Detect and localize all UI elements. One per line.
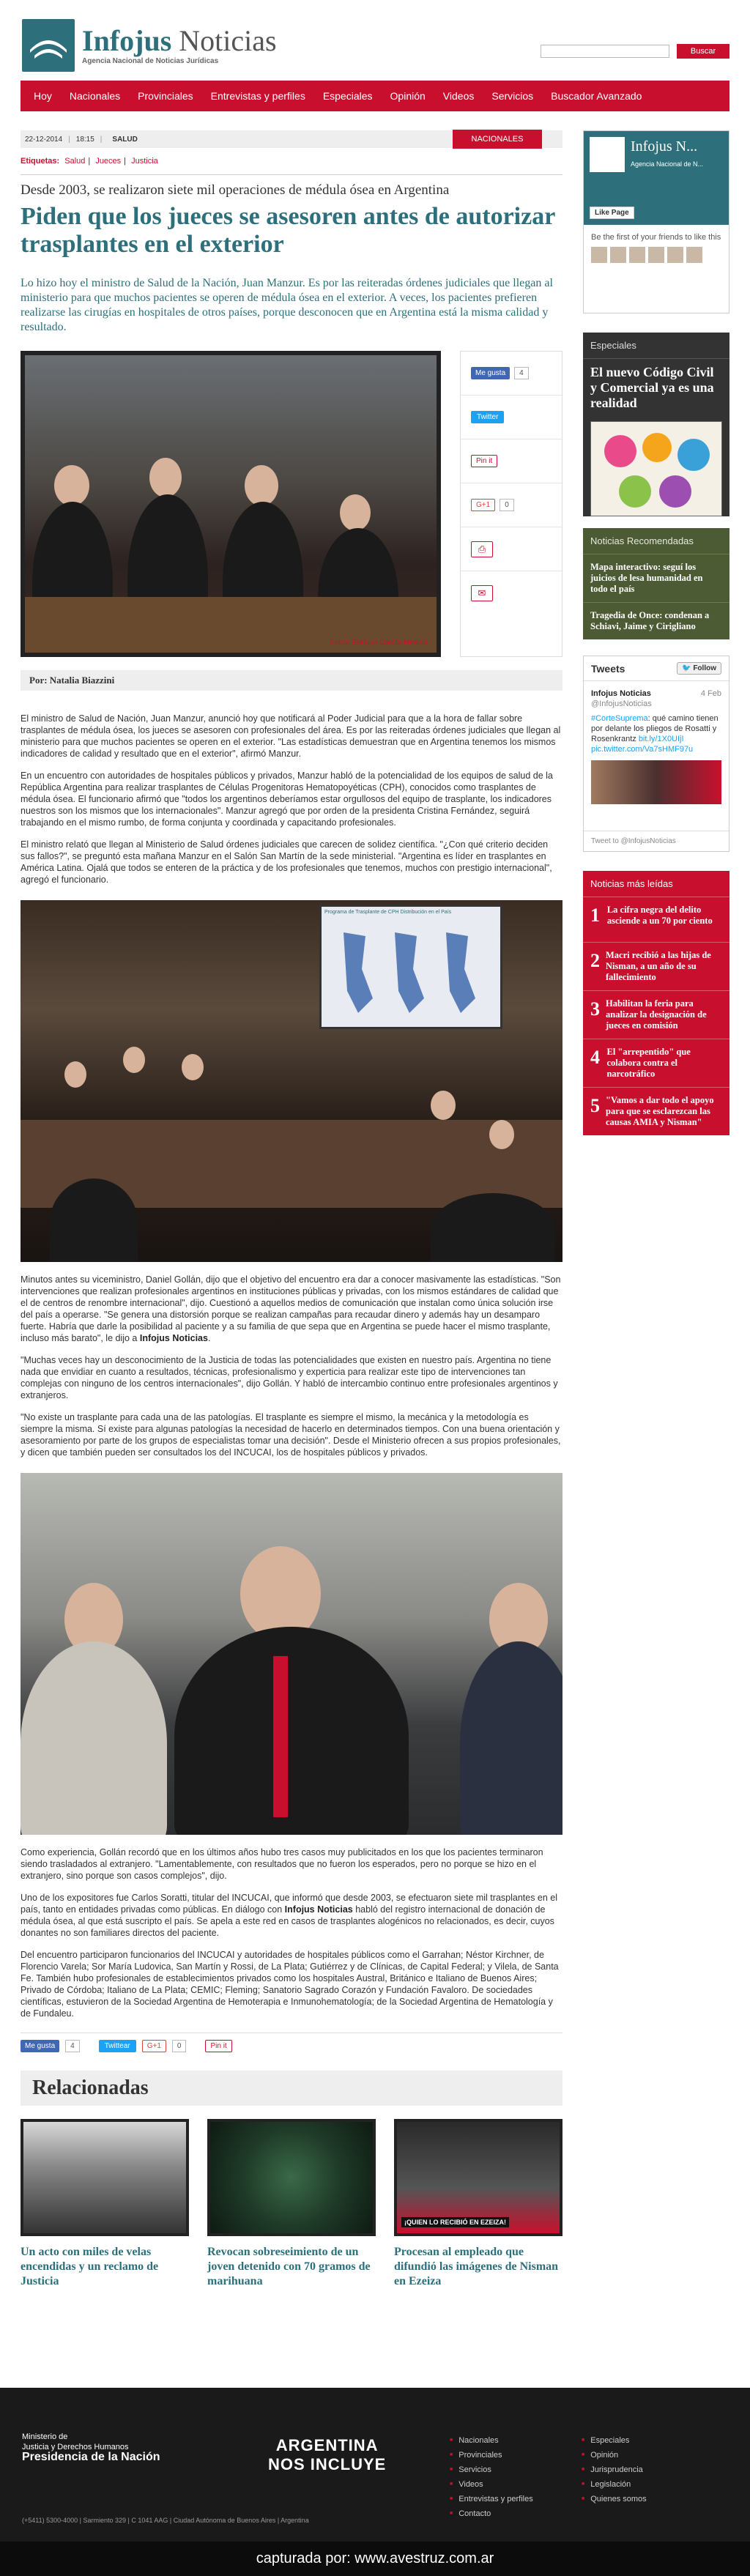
mas-leida-item[interactable] <box>583 897 729 943</box>
site-header <box>21 0 729 81</box>
logo-subtitle: Agencia Nacional de Noticias Jurídicas <box>82 56 219 65</box>
footer-link[interactable]: ■ Videos <box>450 2477 533 2492</box>
footer-link[interactable]: ■ Entrevistas y perfiles <box>450 2492 533 2506</box>
main-photo <box>21 351 441 657</box>
related-card[interactable] <box>207 2119 376 2289</box>
photo-figure <box>245 465 278 506</box>
facebook-like-page-button[interactable]: Like Page <box>590 207 634 219</box>
mas-leida-number: 3 <box>590 998 600 1020</box>
share-row-bottom <box>21 2033 562 2049</box>
facebook-page-subtitle: Agencia Nacional de N... <box>631 160 704 168</box>
related-title[interactable]: Un acto con miles de velas encendidas y un reclamo de Justicia <box>21 2246 159 2287</box>
especiales-heading: Especiales <box>583 333 729 359</box>
gplus-count: 0 <box>500 499 514 511</box>
gplus-button[interactable]: G+1 <box>142 2040 166 2052</box>
meta-separator: | <box>100 135 103 144</box>
gplus-button[interactable]: G+1 <box>471 499 495 511</box>
footer-brand-line-3: Presidencia de la Nación <box>22 2451 160 2463</box>
gplus-count: 0 <box>172 2040 187 2052</box>
facebook-friends <box>591 247 721 263</box>
paragraph-text: Uno de los expositores fue Carlos Soratti, titular del INCUCAI, que informó que desde 2003, se efectuaron siete mil trasplantes en el país, tanto en entidades privadas como públicas. En diálogo con <box>21 1893 558 1915</box>
footer-link[interactable]: ■ Especiales <box>582 2433 647 2448</box>
printer-icon[interactable]: ⎙ <box>471 541 493 557</box>
mas-leida-item[interactable] <box>583 1088 729 1135</box>
article-kicker: Desde 2003, se realizaron siete mil operaciones de médula ósea en Argentina <box>21 182 450 198</box>
image-caption: ¡QUIEN LO RECIBIÓ EN EZEIZA! <box>401 2217 509 2227</box>
facebook-text: Be the first of your friends to like this <box>591 233 721 242</box>
article-photo-speaker <box>21 1473 562 1835</box>
nav-item-nacionales[interactable]: Nacionales <box>69 90 121 102</box>
footer-links-2 <box>582 2433 647 2506</box>
share-item-pinterest <box>461 439 562 483</box>
photo-figure <box>50 1178 138 1262</box>
facebook-cover <box>584 131 729 225</box>
photo-figure <box>174 1627 409 1835</box>
capture-watermark: capturada por: www.avestruz.com.ar <box>0 2542 750 2576</box>
article-paragraph: En un encuentro con autoridades de hospitales públicos y privados, Manzur habló de la potencialidad de los equipos de salud de la República Argentina para realizar trasplantes de Células Progenitoras Hematopoyéticas (CPH), conocidos como trasplantes de médula ósea. El funcionario afirmó que "todos los argentinos deberíamos estar orgullosos del equipo de trasplante, los indicadores nuestros son los mismos que los internacionales". Manzur agregó que por orden de la presidenta Cristina Fernández, seguirá trabajando en el mismo rumbo, de forma conjunta y coordinada y capacitando profesionales. <box>21 771 553 828</box>
tweet-date[interactable]: 4 Feb <box>700 689 721 698</box>
footer-slogan-line-2: NOS INCLUYE <box>268 2455 387 2473</box>
share-item-gplus <box>461 483 562 527</box>
logo-name-part-2: Noticias <box>179 23 277 57</box>
facebook-like-count: 4 <box>65 2040 80 2052</box>
article-paragraph: El ministro de Salud de Nación, Juan Manzur, anunció hoy que notificará al Poder Judicial para que a la hora de fallar sobre trasplantes de médula ósea, los jueces se asesoren con profesionales del área. Es por las reiteradas órdenes judiciales que llegan al ministerio para que muchos pacientes se operen en el exterior. "Las estadísticas demuestran que en Argentina tenemos los mismos indicadores de calidad y resultado que en el exterior", afirmó Manzur. <box>21 713 561 759</box>
mas-leida-title[interactable]: Habilitan la feria para analizar la designación de jueces en comisión <box>606 998 707 1031</box>
tweet-body <box>591 713 721 754</box>
especiales-box <box>583 333 729 516</box>
photo-table <box>25 597 437 656</box>
facebook-body <box>584 225 729 270</box>
related-image[interactable] <box>21 2119 189 2236</box>
tweet-header <box>591 688 721 709</box>
tweet-link[interactable]: bit.ly/1X0UIjI <box>638 735 684 743</box>
site-footer <box>0 2388 750 2542</box>
recomendadas-box <box>583 528 729 639</box>
facebook-widget <box>583 130 729 313</box>
tweet-author <box>591 688 652 709</box>
footer-link[interactable]: ■ Quienes somos <box>582 2492 647 2506</box>
related-card[interactable] <box>394 2119 562 2289</box>
article-paragraph: Del encuentro participaron funcionarios del INCUCAI y autoridades de hospitales públicos como el Garrahan; Néstor Kirchner, de Florencio Varela; Sor María Ludovica, San Martín y Rossi, de La Plata; Gutiérrez y de Clínicas, de Capital Federal; y Vilela, de Santa Fe. También hubo profesionales de establecimientos privados como los hospitales Austral, Británico e Italiano de Buenos Aires; Privado de Córdoba; Italiano de La Plata; CEMIC; Fleming; Sanatorio Sagrado Corazón y Fundación Favaloro. De sociedades científicas, estuvieron de la Sociedad Argentina de Hemoterapia e Inmunohematología; de la Sociedad Argentina de Hematología y de Fundaleu. <box>21 1950 559 2019</box>
mas-leida-number: 4 <box>590 1047 600 1068</box>
mas-leida-number: 5 <box>590 1095 600 1116</box>
article-byline: Por: Natalia Biazzini <box>21 670 562 691</box>
map-graphic <box>322 918 500 1020</box>
twitter-follow-label: Follow <box>693 664 716 672</box>
photo-figure <box>182 1054 204 1080</box>
tweet-to-link[interactable]: Tweet to @InfojusNoticias <box>584 831 729 851</box>
tags-label: Etiquetas: <box>21 157 60 166</box>
share-item-mail <box>461 571 562 615</box>
tag-link[interactable]: Jueces <box>95 157 122 166</box>
friend-avatar[interactable] <box>667 247 683 263</box>
twitter-heading: Tweets <box>591 662 625 675</box>
twitter-widget <box>583 656 729 852</box>
article-headline: Piden que los jueces se asesoren antes de autorizar trasplantes en el exterior <box>21 203 555 258</box>
mas-leida-title[interactable]: El "arrepentido" que colabora contra el narcotráfico <box>606 1047 691 1079</box>
tweet-link[interactable]: pic.twitter.com/Va7sHMF97u <box>591 745 694 754</box>
article-photo-conference <box>21 900 562 1262</box>
search-input[interactable] <box>541 45 669 58</box>
tweet <box>584 681 729 812</box>
pinterest-button[interactable]: Pin it <box>205 2040 231 2052</box>
related-image[interactable] <box>394 2119 562 2236</box>
photo-figure <box>431 1193 555 1262</box>
footer-link[interactable]: ■ Provinciales <box>450 2448 533 2462</box>
article-section: SALUD <box>112 135 138 144</box>
nav-item-especiales[interactable]: Especiales <box>322 90 373 102</box>
nav-item-buscador[interactable]: Buscador Avanzado <box>551 90 642 102</box>
share-item-facebook <box>461 352 562 396</box>
mas-leida-title[interactable]: "Vamos a dar todo el apoyo para que se esclarezcan las causas AMIA y Nisman" <box>606 1095 714 1127</box>
related-title[interactable]: Revocan sobreseimiento de un joven detenido con 70 gramos de marihuana <box>207 2246 371 2287</box>
twitter-share-button[interactable]: Twitter <box>471 411 504 423</box>
projection-screen <box>319 905 502 1029</box>
main-photo-area <box>21 351 562 657</box>
tweet-text: : qué camino tienen por delante los pliegos de Rosatti y Rosenkrantz <box>591 714 719 743</box>
footer-link[interactable]: ■ Contacto <box>450 2506 533 2521</box>
search-button[interactable]: Buscar <box>677 44 729 59</box>
article-paragraph: "Muchas veces hay un desconocimiento de la Justicia de todas las potencialidades que existen en nuestro país. Argentina no tiene nada que envidiar en cuanto a resultados, técnicas, profesionalismo y experticia para realizar este tipo de intervenciones tan complejas con ninguno de los centros internacionales", dijo Gollán. Y habló de intercambio continuo entre profesionales argentinos y extranjeros. <box>21 1355 558 1400</box>
facebook-page-avatar[interactable] <box>590 137 625 172</box>
paragraph-bold: Infojus Noticias <box>139 1333 208 1343</box>
footer-brand-line-2: Justicia y Derechos Humanos <box>22 2443 129 2451</box>
tweet-author-name[interactable]: Infojus Noticias <box>591 689 651 698</box>
friend-avatar[interactable] <box>686 247 702 263</box>
footer-slogan <box>268 2436 386 2474</box>
paragraph-text: habló del registro internacional de donación de médula ósea, al que está suscripto el país. Se apela a este red en casos de trasplantes alogénicos no relacionados, es decir, cuyos donantes no son familiares directos del paciente. <box>21 1904 554 1938</box>
footer-inner <box>21 2388 729 2542</box>
share-item-twitter <box>461 396 562 439</box>
recomendada-item[interactable]: Tragedia de Once: condenan a Schiavi, Jaime y Cirigliano <box>590 610 710 631</box>
logo-text <box>82 23 277 65</box>
tweet-hashtag[interactable]: #CorteSuprema <box>591 714 648 723</box>
nav-item-entrevistas[interactable]: Entrevistas y perfiles <box>210 90 305 102</box>
photo-figure <box>64 1061 86 1088</box>
friend-avatar[interactable] <box>610 247 626 263</box>
nav-item-videos[interactable]: Videos <box>442 90 475 102</box>
photo-figure <box>54 465 89 506</box>
mas-leida-item[interactable] <box>583 991 729 1039</box>
footer-brand[interactable] <box>22 2432 160 2462</box>
footer-address: (+5411) 5300-4000 | Sarmiento 329 | C 1041 AAG | Ciudad Autónoma de Buenos Aires | Argentina <box>22 2517 309 2524</box>
article-paragraph: "No existe un trasplante para cada una de las patologías. El trasplante es siempre el mismo, la mecánica y la metodología es siempre la misma. Sí existe para algunas patologías la necesidad de hacerlo en determinados tiempos. Con una buena orientación y asesoramiento por parte de los grupos de especialistas tomar una decisión". Desde el Ministerio ofrecen a sus propios profesionales, y dicen que también pueden ser consultados los del INCUCAI, los de hospitales públicos y privados. <box>21 1412 561 1458</box>
mas-leida-number: 1 <box>590 905 600 926</box>
photo-figure <box>460 1641 562 1835</box>
related-image[interactable] <box>207 2119 376 2236</box>
recomendadas-heading: Noticias Recomendadas <box>583 528 729 554</box>
nav-item-servicios[interactable]: Servicios <box>491 90 534 102</box>
mas-leida-item[interactable] <box>583 1039 729 1088</box>
photo-figure <box>21 1641 167 1835</box>
logo-name-part-1: Infojus <box>82 23 172 57</box>
logo-name <box>82 23 277 57</box>
article-time: 18:15 <box>75 135 94 144</box>
photo-figure <box>431 1091 456 1120</box>
mas-leida-number: 2 <box>590 950 600 971</box>
mas-leidas-heading: Noticias más leídas <box>583 871 729 897</box>
twitter-header <box>584 656 729 681</box>
especiales-title[interactable]: El nuevo Código Civil y Comercial ya es una realidad <box>590 365 714 410</box>
facebook-page-title[interactable]: Infojus N... <box>631 138 698 155</box>
envelope-icon[interactable]: ✉ <box>471 585 493 601</box>
facebook-like-button[interactable]: Me gusta <box>471 367 510 379</box>
site-logo[interactable] <box>22 19 277 72</box>
friend-avatar[interactable] <box>629 247 645 263</box>
friend-avatar[interactable] <box>648 247 664 263</box>
article-date: 22-12-2014 <box>25 135 63 144</box>
divider <box>21 174 562 175</box>
paragraph-bold: Infojus Noticias <box>284 1904 353 1915</box>
search-bar <box>541 44 729 59</box>
especiales-image[interactable] <box>590 421 722 516</box>
facebook-like-button[interactable]: Me gusta <box>21 2040 59 2052</box>
tweet-photo[interactable] <box>591 760 721 804</box>
photo-credit: Fotos: Enrique García Medina <box>330 639 428 647</box>
related-card[interactable] <box>21 2119 189 2289</box>
main-nav <box>21 81 729 111</box>
nav-item-opinion[interactable]: Opinión <box>390 90 426 102</box>
footer-link[interactable]: ■ Opinión <box>582 2448 647 2462</box>
sidebar <box>583 130 729 1135</box>
photo-tie <box>273 1656 288 1817</box>
tag-link[interactable]: Salud <box>64 157 86 166</box>
section-tag-button[interactable]: NACIONALES <box>453 130 542 149</box>
pinterest-button[interactable]: Pin it <box>471 455 497 467</box>
recomendada-item[interactable]: Mapa interactivo: seguí los juicios de lesa humanidad en todo el país <box>583 554 729 603</box>
article-column <box>21 130 562 2289</box>
article-paragraph: El ministro relató que llegan al Ministerio de Salud órdenes judiciales que carecen de solidez científica. "¿Con qué criterio deciden sus fallos?", se preguntó esta mañana Manzur en el Salón San Martín de la sede ministerial. "Argentina es líder en trasplantes en América Latina. Ojalá que todos se enteren de la práctica y de los profesionales que tenemos, muchos con prestigio internacional", agregó el funcionario. <box>21 839 552 885</box>
footer-slogan-line-1: ARGENTINA <box>275 2436 379 2454</box>
nav-item-hoy[interactable]: Hoy <box>34 90 52 102</box>
footer-links-1 <box>450 2433 533 2521</box>
logo-mark-icon <box>22 19 75 72</box>
screen-title: Programa de Trasplante de CPH Distribución en el País <box>324 910 452 915</box>
photo-figure <box>340 494 371 531</box>
friend-avatar[interactable] <box>591 247 607 263</box>
twitter-follow-button[interactable] <box>677 662 721 675</box>
share-sidebar <box>460 351 562 657</box>
twitter-share-button[interactable]: Twittear <box>99 2040 136 2052</box>
related-heading: Relacionadas <box>21 2071 562 2106</box>
article-tags: Etiquetas: Salud | Jueces | Justicia <box>21 157 158 166</box>
footer-link[interactable]: ■ Jurisprudencia <box>582 2462 647 2477</box>
mas-leida-item[interactable] <box>583 943 729 991</box>
codigo-civil-graphic <box>591 422 721 516</box>
tag-link[interactable]: Justicia <box>131 157 158 166</box>
photo-figure <box>489 1120 514 1149</box>
twitter-bird-icon: 🐦 <box>682 664 691 672</box>
article-meta-bar <box>21 130 562 148</box>
mas-leida-title[interactable]: Macri recibió a las hijas de Nisman, a un año de su fallecimiento <box>606 950 711 982</box>
mas-leidas-box <box>583 871 729 1135</box>
paragraph-text: Minutos antes su viceministro, Daniel Gollán, dijo que el objetivo del encuentro era dar a conocer masivamente las estadísticas. "Son intervenciones que realizan profesionales argentinos en instituciones públicas y privadas, con los mismos estándares de calidad que el de centros de renombre internacional", dijo. Cuestionó a aquellos medios de comunicación que instalan como única solución irse del país a operarse. "Se genera una distorsión porque se realizan campañas para recaudar dinero y además hay un desamparo fuerte. Habría que darle la posibilidad al paciente y a su familia de que sepa que en Argentina se puede hacer el mismo trasplante, incluso más barato", le dijo a <box>21 1274 561 1343</box>
related-grid <box>21 2119 562 2289</box>
article-paragraph: Minutos antes su viceministro, Daniel Gollán, dijo que el objetivo del encuentro era dar a conocer masivamente las estadísticas. "Son intervenciones que realizan profesionales argentinos en instituciones públicas y privadas, con los mismos estándares de calidad que el de centros de renombre internacional", dijo. Cuestionó a aquellos medios de comunicación que instalan como única solución irse del país a operarse. "Se genera una distorsión porque se realizan campañas para recaudar dinero y además hay un desamparo fuerte. Habría que darle la posibilidad al paciente y a su familia de que sepa que en Argentina se puede hacer el mismo trasplante, incluso más barato", le dijo a Infojus Noticias. <box>21 1274 561 1343</box>
share-item-print <box>461 527 562 571</box>
nav-item-provinciales[interactable]: Provinciales <box>138 90 193 102</box>
photo-figure <box>149 458 182 497</box>
article-lead: Lo hizo hoy el ministro de Salud de la Nación, Juan Manzur. Es por las reiteradas órdenes judiciales que llegan al ministerio para que muchos pacientes se operen de médula ósea en el exterior. A veces, los pacientes prefieren realizarse las cirugías en hospitales de otros países, porque desconocen que en Argentina está la misma calidad y resultado. <box>21 277 553 333</box>
footer-link[interactable]: ■ Servicios <box>450 2462 533 2477</box>
meta-separator: | <box>68 135 70 144</box>
article-paragraph: Como experiencia, Gollán recordó que en los últimos años hubo tres casos muy publicitados en los que los pacientes terminaron siendo trasladados al extranjero. "Lamentablemente, con resultados que no fueron los esperados, pero no porque se hizo en el extranjero, sino porque son casos complejos", dijo. <box>21 1847 543 1881</box>
related-title[interactable]: Procesan al empleado que difundió las imágenes de Nisman en Ezeiza <box>394 2246 559 2287</box>
footer-brand-line-1: Ministerio de <box>22 2432 68 2441</box>
facebook-like-count: 4 <box>514 367 529 379</box>
mas-leida-title[interactable]: La cifra negra del delito asciende a un 70 por ciento <box>606 905 713 926</box>
footer-link[interactable]: ■ Nacionales <box>450 2433 533 2448</box>
photo-figure <box>123 1047 145 1073</box>
tweet-author-handle[interactable]: @InfojusNoticias <box>591 699 652 708</box>
article-paragraph <box>21 1892 562 1939</box>
footer-link[interactable]: ■ Legislación <box>582 2477 647 2492</box>
